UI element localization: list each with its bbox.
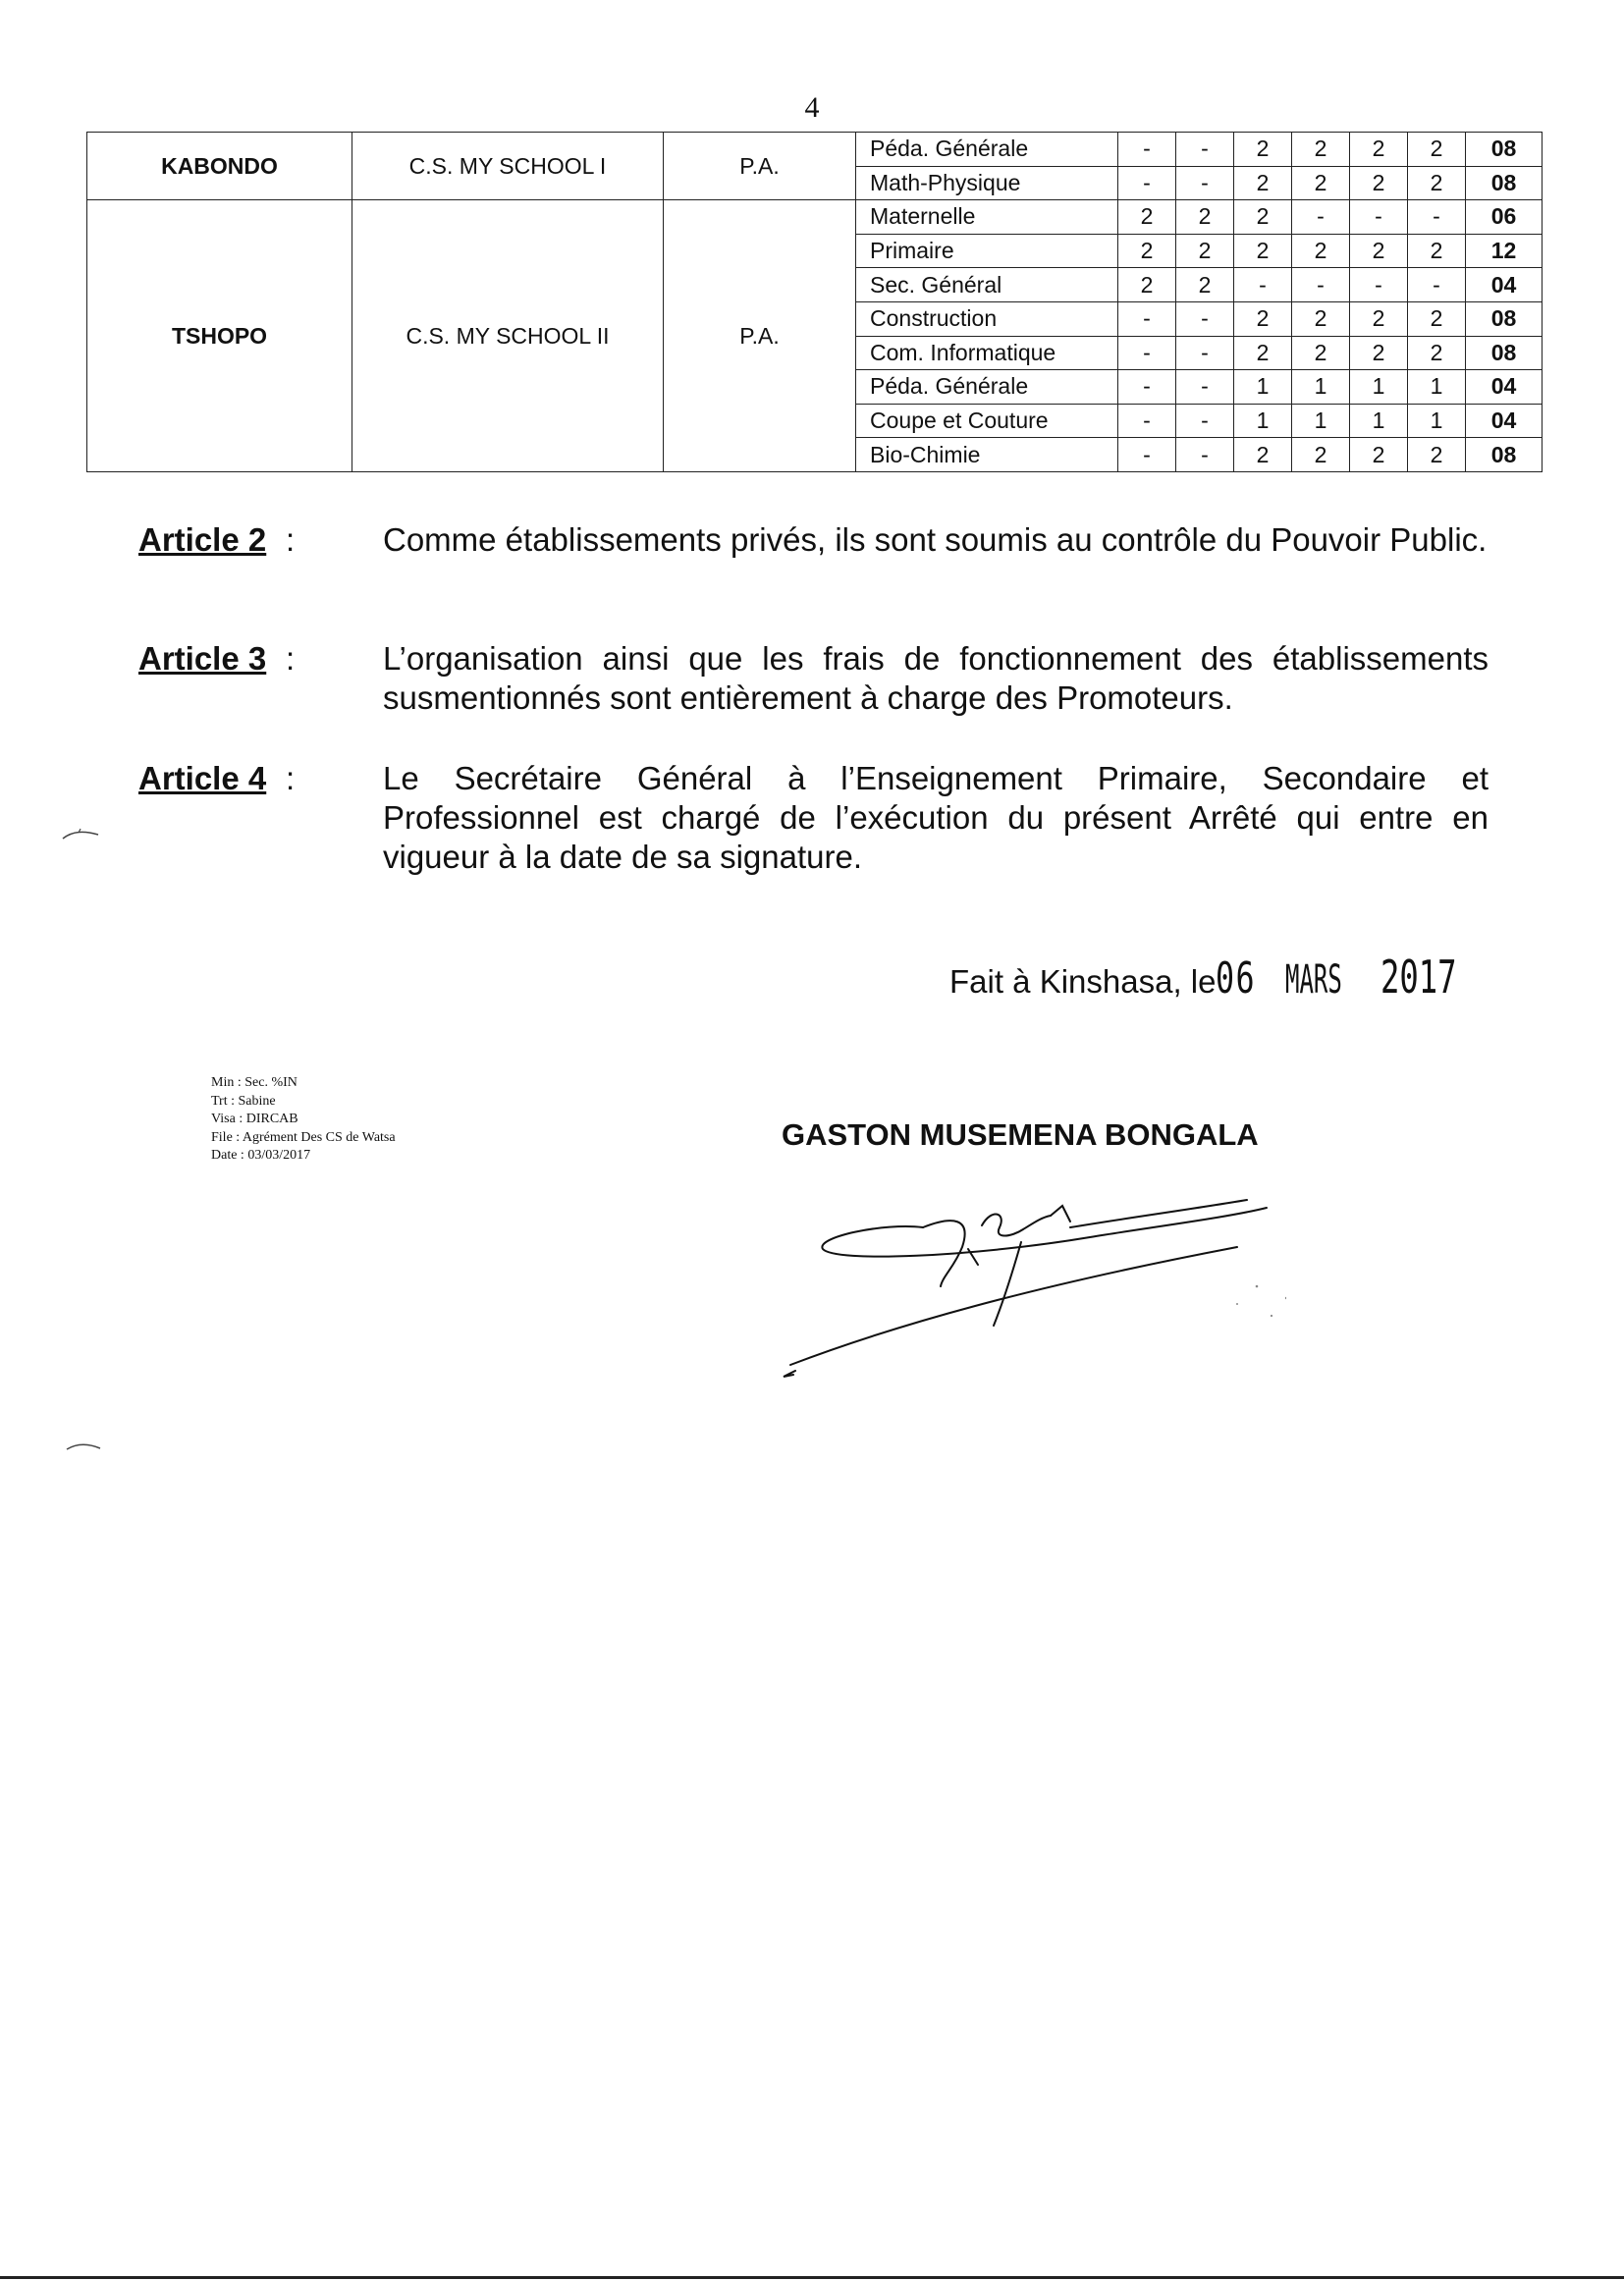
total-cell: 06 — [1466, 200, 1543, 235]
class-count-cell: 1 — [1234, 370, 1292, 405]
place-date-prefix: Fait à Kinshasa, le — [949, 963, 1217, 1000]
article-4 — [138, 759, 1489, 877]
class-count-cell: 1 — [1292, 404, 1350, 438]
class-count-cell: - — [1118, 438, 1176, 472]
option-cell: Péda. Générale — [856, 370, 1118, 405]
class-count-cell: - — [1292, 268, 1350, 302]
class-count-cell: 2 — [1234, 336, 1292, 370]
class-count-cell: 2 — [1176, 234, 1234, 268]
class-count-cell: 2 — [1408, 301, 1466, 336]
class-count-cell: 2 — [1350, 234, 1408, 268]
class-count-cell: 2 — [1292, 166, 1350, 200]
signer-name: GASTON MUSEMENA BONGALA — [782, 1117, 1259, 1152]
class-count-cell: - — [1118, 404, 1176, 438]
class-count-cell: 2 — [1408, 133, 1466, 167]
class-count-cell: 1 — [1292, 370, 1350, 405]
province-cell: KABONDO — [87, 133, 352, 200]
article-colon: : — [286, 640, 296, 677]
table-row — [87, 200, 1543, 235]
memo-line: Visa : DIRCAB — [211, 1112, 298, 1126]
signature-scribble — [776, 1188, 1286, 1385]
total-cell: 08 — [1466, 133, 1543, 167]
class-count-cell: 2 — [1234, 301, 1292, 336]
memo-line: Min : Sec. %IN — [211, 1075, 298, 1090]
class-count-cell: 2 — [1292, 301, 1350, 336]
option-cell: Com. Informatique — [856, 336, 1118, 370]
article-3 — [138, 639, 1489, 718]
class-count-cell: 1 — [1350, 404, 1408, 438]
class-count-cell: 1 — [1408, 404, 1466, 438]
option-cell: Math-Physique — [856, 166, 1118, 200]
memo-line: Date : 03/03/2017 — [211, 1148, 311, 1163]
article-2 — [138, 520, 1489, 560]
option-cell: Coupe et Couture — [856, 404, 1118, 438]
class-count-cell: - — [1118, 336, 1176, 370]
regime-cell: P.A. — [664, 200, 856, 472]
memo-block — [211, 1074, 396, 1166]
class-count-cell: 2 — [1176, 200, 1234, 235]
total-cell: 12 — [1466, 234, 1543, 268]
option-cell: Primaire — [856, 234, 1118, 268]
class-count-cell: - — [1176, 133, 1234, 167]
article-label: Article 4 — [138, 760, 267, 796]
class-count-cell: - — [1176, 166, 1234, 200]
date-year: 2017 — [1380, 950, 1457, 1004]
class-count-cell: - — [1176, 301, 1234, 336]
memo-line: Trt : Sabine — [211, 1093, 276, 1109]
class-count-cell: - — [1176, 438, 1234, 472]
class-count-cell: - — [1118, 370, 1176, 405]
class-count-cell: - — [1176, 404, 1234, 438]
school-cell: C.S. MY SCHOOL II — [352, 200, 664, 472]
article-label: Article 2 — [138, 521, 267, 558]
class-count-cell: - — [1350, 200, 1408, 235]
total-cell: 04 — [1466, 268, 1543, 302]
province-cell: TSHOPO — [87, 200, 352, 472]
date-day: 06 — [1216, 953, 1257, 1004]
schools-table — [86, 132, 1543, 472]
class-count-cell: - — [1118, 166, 1176, 200]
memo-line: File : Agrément Des CS de Watsa — [211, 1129, 396, 1145]
article-label: Article 3 — [138, 640, 267, 677]
class-count-cell: - — [1118, 133, 1176, 167]
class-count-cell: 2 — [1234, 234, 1292, 268]
class-count-cell: 2 — [1292, 234, 1350, 268]
class-count-cell: 2 — [1118, 268, 1176, 302]
class-count-cell: - — [1234, 268, 1292, 302]
class-count-cell: 2 — [1408, 166, 1466, 200]
class-count-cell: 2 — [1234, 200, 1292, 235]
article-colon: : — [286, 521, 296, 558]
total-cell: 04 — [1466, 370, 1543, 405]
total-cell: 08 — [1466, 301, 1543, 336]
option-cell: Péda. Générale — [856, 133, 1118, 167]
scan-mark — [63, 1439, 106, 1455]
article-text: L’organisation ainsi que les frais de fonctionnement des établissements susmentionnés sont entièrement à charge des Promoteurs. — [383, 640, 1489, 716]
class-count-cell: - — [1176, 370, 1234, 405]
class-count-cell: 2 — [1350, 133, 1408, 167]
page-number: 4 — [804, 91, 820, 124]
total-cell: 08 — [1466, 438, 1543, 472]
class-count-cell: 2 — [1408, 234, 1466, 268]
option-cell: Sec. Général — [856, 268, 1118, 302]
class-count-cell: 2 — [1292, 133, 1350, 167]
article-text: Le Secrétaire Général à l’Enseignement Primaire, Secondaire et Professionnel est chargé de l’exécution du présent Arrêté qui entre en vigueur à la date de sa signature. — [383, 760, 1489, 875]
class-count-cell: - — [1408, 200, 1466, 235]
date-month: MARS — [1285, 957, 1343, 1003]
class-count-cell: 2 — [1408, 438, 1466, 472]
option-cell: Construction — [856, 301, 1118, 336]
class-count-cell: 2 — [1292, 336, 1350, 370]
class-count-cell: 2 — [1234, 166, 1292, 200]
class-count-cell: - — [1350, 268, 1408, 302]
article-colon: : — [286, 760, 296, 796]
class-count-cell: - — [1292, 200, 1350, 235]
class-count-cell: 2 — [1118, 234, 1176, 268]
class-count-cell: 2 — [1234, 133, 1292, 167]
class-count-cell: 1 — [1408, 370, 1466, 405]
total-cell: 04 — [1466, 404, 1543, 438]
class-count-cell: - — [1118, 301, 1176, 336]
class-count-cell: - — [1176, 336, 1234, 370]
class-count-cell: 2 — [1176, 268, 1234, 302]
class-count-cell: 1 — [1234, 404, 1292, 438]
class-count-cell: 2 — [1350, 301, 1408, 336]
total-cell: 08 — [1466, 336, 1543, 370]
regime-cell: P.A. — [664, 133, 856, 200]
class-count-cell: 1 — [1350, 370, 1408, 405]
total-cell: 08 — [1466, 166, 1543, 200]
class-count-cell: 2 — [1118, 200, 1176, 235]
class-count-cell: - — [1408, 268, 1466, 302]
class-count-cell: 2 — [1350, 438, 1408, 472]
article-text: Comme établissements privés, ils sont soumis au contrôle du Pouvoir Public. — [383, 521, 1488, 558]
option-cell: Bio-Chimie — [856, 438, 1118, 472]
class-count-cell: 2 — [1408, 336, 1466, 370]
school-cell: C.S. MY SCHOOL I — [352, 133, 664, 200]
table-row — [87, 133, 1543, 167]
class-count-cell: 2 — [1350, 166, 1408, 200]
scan-mark — [59, 825, 108, 844]
class-count-cell: 2 — [1292, 438, 1350, 472]
bottom-rule — [0, 2276, 1624, 2279]
class-count-cell: 2 — [1234, 438, 1292, 472]
option-cell: Maternelle — [856, 200, 1118, 235]
table-body — [87, 133, 1543, 472]
class-count-cell: 2 — [1350, 336, 1408, 370]
place-date — [949, 950, 1489, 1004]
